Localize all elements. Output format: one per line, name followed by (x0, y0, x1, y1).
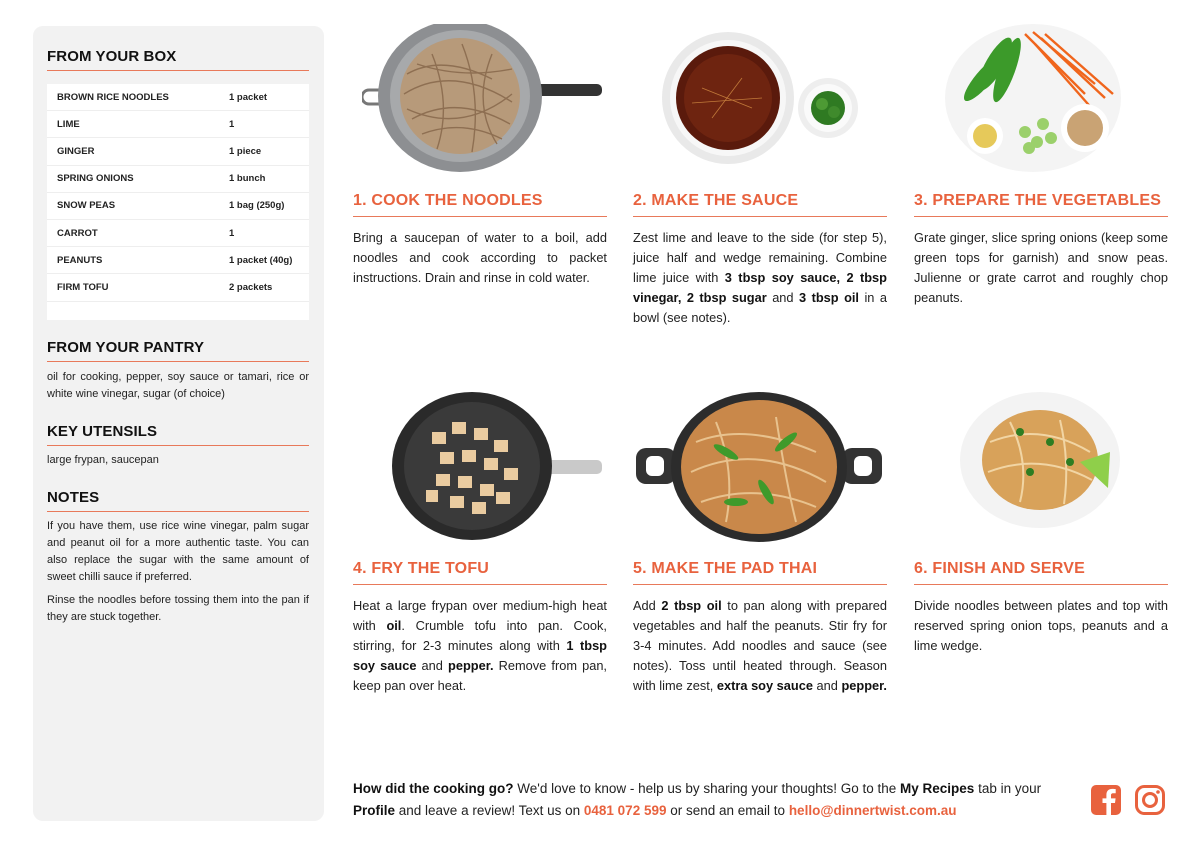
finish-serve-photo (960, 392, 1120, 528)
text-run: 3 tbsp oil (799, 290, 859, 305)
instagram-icon[interactable] (1134, 784, 1166, 816)
ingredient-row (47, 220, 309, 247)
text-run: oil (386, 618, 402, 633)
facebook-icon[interactable] (1090, 784, 1122, 816)
text-run: and (766, 290, 800, 305)
step-3-title: 3. PREPARE THE VEGETABLES (914, 192, 1168, 217)
ingredient-name: SNOW PEAS (57, 200, 116, 212)
cook-noodles-photo (362, 24, 602, 172)
ingredient-name: PEANUTS (57, 254, 103, 266)
ingredient-name: FIRM TOFU (57, 281, 109, 293)
ingredient-qty: 1 bag (250g) (229, 200, 285, 212)
ingredient-row (47, 111, 309, 138)
step-4-title: 4. FRY THE TOFU (353, 560, 607, 585)
ingredient-row (47, 138, 309, 165)
ingredient-qty: 1 (229, 227, 235, 239)
text-run: 2 tbsp oil (661, 598, 722, 613)
text-run: to pan along with prepared vegetables and half the peanuts. Stir fry for 3-4 minutes. Add noodles and sauce (see notes). Toss until heated through. Season with lime zest, (633, 598, 888, 693)
utensils-title: KEY UTENSILS (47, 423, 309, 446)
text-run[interactable]: 0481 072 599 (583, 803, 667, 818)
step-2-body (633, 228, 887, 328)
step-6-body (914, 596, 1168, 656)
text-run: Profile (353, 803, 396, 818)
text-run: . Crumble tofu into pan. Cook, stirring, for 2-3 minutes along with (353, 618, 607, 653)
ingredient-name: GINGER (57, 145, 95, 157)
ingredient-qty: 2 packets (229, 281, 273, 293)
utensils-text: large frypan, saucepan (47, 454, 159, 466)
text-run: My Recipes (900, 781, 975, 796)
text-run: Add (633, 598, 662, 613)
text-run: and (812, 678, 842, 693)
notes-title: NOTES (47, 489, 309, 512)
notes-text (47, 518, 309, 632)
ingredient-qty: 1 packet (40g) (229, 254, 293, 266)
ingredient-name: BROWN RICE NOODLES (57, 91, 169, 103)
fry-tofu-photo (392, 392, 602, 542)
text-run: extra soy sauce (716, 678, 813, 693)
pantry-text: oil for cooking, pepper, soy sauce or tamari, rice or white wine vinegar, sugar (of choice) (47, 371, 309, 400)
text-run: 3 tbsp soy sauce, 2 tbsp vinegar, 2 tbsp sugar (633, 270, 887, 305)
step-3-body (914, 228, 1168, 308)
text-run: We'd love to know - help us by sharing your thoughts! Go to the (513, 781, 901, 796)
feedback-footer (353, 778, 1073, 822)
make-pad-thai-photo (636, 392, 882, 542)
prepare-vegetables-photo (945, 24, 1121, 172)
step-5-title: 5. MAKE THE PAD THAI (633, 560, 887, 585)
step-2-title: 2. MAKE THE SAUCE (633, 192, 887, 217)
note-2: Rinse the noodles before tossing them into the pan if they are stuck together. (47, 594, 309, 623)
step-5-body (633, 596, 887, 696)
text-run: Heat a large frypan over medium-high heat with (353, 598, 607, 633)
ingredient-row (47, 166, 309, 193)
make-sauce-photo (662, 28, 858, 168)
pantry-title: FROM YOUR PANTRY (47, 339, 309, 362)
from-your-box-title: FROM YOUR BOX (47, 48, 309, 71)
text-run: pepper. (448, 658, 494, 673)
text-run: tab in your (974, 781, 1042, 796)
step-1-body (353, 228, 607, 288)
ingredient-qty: 1 (229, 118, 235, 130)
text-run: and leave a review! Text us on (395, 803, 584, 818)
text-run: in a bowl (see notes). (633, 290, 887, 325)
ingredient-row (47, 247, 309, 274)
text-run: or send an email to (666, 803, 789, 818)
sidebar (33, 26, 324, 821)
ingredient-qty: 1 bunch (229, 173, 266, 185)
text-run: How did the cooking go? (353, 781, 514, 796)
text-run: Bring a saucepan of water to a boil, add noodles and cook according to packet instructions. Drain and rinse in cold water. (353, 230, 607, 285)
text-run: and (416, 658, 449, 673)
text-run[interactable]: hello@dinnertwist.com.au (788, 803, 957, 818)
text-run: Zest lime and leave to the side (for step 5), juice half and wedge remaining. Combine lime juice with (633, 230, 887, 285)
text-run: pepper. (841, 678, 887, 693)
ingredient-name: SPRING ONIONS (57, 173, 134, 185)
ingredient-name: CARROT (57, 227, 98, 239)
text-run: Remove from pan, keep pan over heat. (353, 658, 607, 693)
text-run: Divide noodles between plates and top with reserved spring onion tops, peanuts and a lime wedge. (914, 598, 1168, 653)
step-1-title: 1. COOK THE NOODLES (353, 192, 607, 217)
note-1: If you have them, use rice wine vinegar, palm sugar and peanut oil for a more authentic taste. You can also replace the sugar with the same amount of sweet chilli sauce if preferred. (47, 520, 309, 583)
ingredient-row (47, 193, 309, 220)
ingredients-table (47, 84, 309, 320)
ingredient-name: LIME (57, 118, 80, 130)
text-run: Grate ginger, slice spring onions (keep some green tops for garnish) and snow peas. Julienne or grate carrot and roughly chop peanuts. (914, 230, 1168, 305)
step-6-title: 6. FINISH AND SERVE (914, 560, 1168, 585)
ingredient-row (47, 84, 309, 111)
ingredient-qty: 1 packet (229, 91, 268, 103)
ingredient-row (47, 274, 309, 301)
ingredient-qty: 1 piece (229, 145, 262, 157)
step-4-body (353, 596, 607, 696)
text-run: 1 tbsp soy sauce (353, 638, 608, 673)
